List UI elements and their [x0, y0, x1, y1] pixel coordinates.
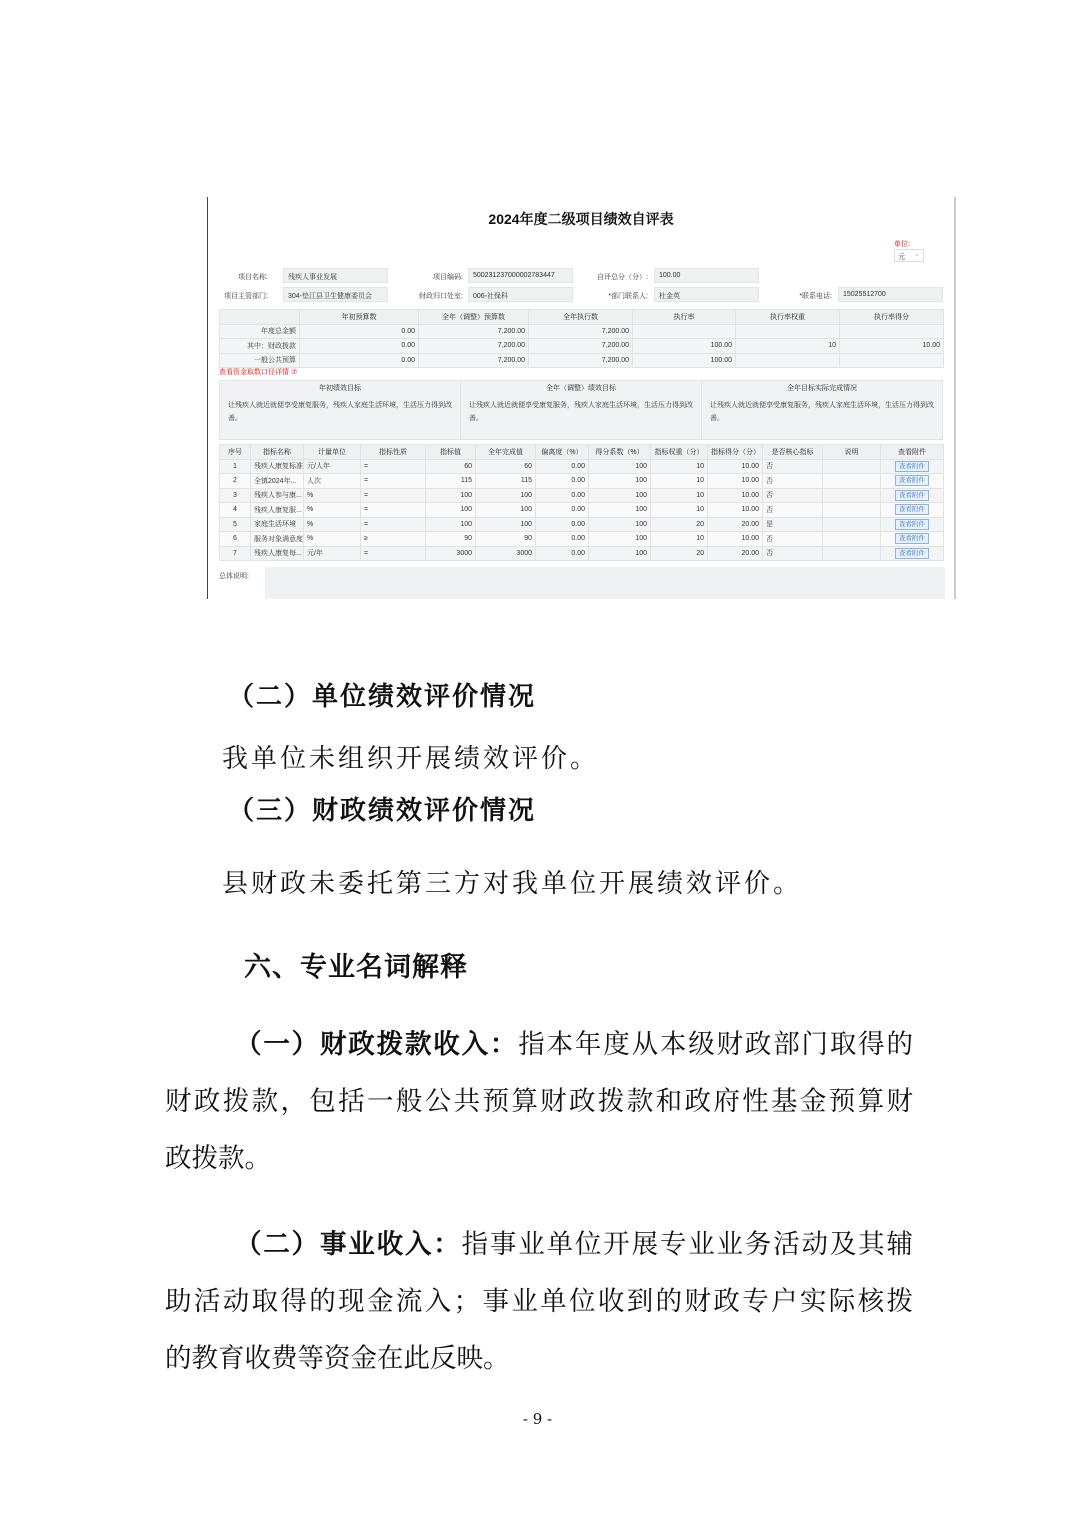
goal-column	[702, 381, 942, 439]
budget-header: 执行率	[633, 310, 736, 325]
project-code-label: 项目编码:	[433, 274, 463, 281]
indicator-cell: 100	[426, 517, 476, 532]
indicator-header: 指标得分（分）	[708, 445, 763, 460]
heading-terms: 六、专业名词解释	[244, 952, 468, 983]
project-name-field: 残疾人事业发展	[283, 268, 388, 283]
budget-cell	[736, 324, 840, 339]
indicator-cell: 人次	[304, 474, 361, 489]
view-attachment-button[interactable]: 查看附件	[895, 519, 929, 530]
view-attachment-button[interactable]: 查看附件	[895, 533, 929, 544]
indicator-cell: 6	[220, 532, 251, 547]
attachment-cell	[881, 503, 944, 518]
indicator-cell: 0.00	[536, 459, 589, 474]
indicator-cell: =	[361, 546, 426, 561]
indicator-cell: 否	[763, 474, 823, 489]
indicator-cell: 90	[426, 532, 476, 547]
indicator-cell: 90	[476, 532, 536, 547]
view-attachment-button[interactable]: 查看附件	[895, 548, 929, 559]
budget-cell	[840, 324, 944, 339]
embedded-form-screenshot	[207, 197, 956, 599]
indicator-header: 全年完成值	[476, 445, 536, 460]
contact-label: *部门联系人:	[608, 293, 648, 300]
indicator-cell: 残疾人参与康...	[251, 488, 304, 503]
indicator-table	[219, 444, 944, 561]
indicator-cell: 否	[763, 488, 823, 503]
budget-cell: 0.00	[300, 339, 419, 354]
budget-cell: 0.00	[300, 353, 419, 368]
indicator-cell: 115	[426, 474, 476, 489]
indicator-cell: 否	[763, 546, 823, 561]
indicator-header: 查看附件	[881, 445, 944, 460]
text-finance-evaluation: 县财政未委托第三方对我单位开展绩效评价。	[222, 869, 803, 899]
page-number: - 9 -	[522, 1410, 553, 1428]
term-text-line: 指事业单位开展专业业务活动及其辅	[461, 1229, 914, 1260]
indicator-cell: 否	[763, 532, 823, 547]
indicator-header: 指标值	[426, 445, 476, 460]
budget-cell: 7,200.00	[419, 324, 529, 339]
indicator-cell: 20.00	[708, 546, 763, 561]
view-attachment-button[interactable]: 查看附件	[895, 475, 929, 486]
term-text-line: 指本年度从本级财政部门取得的	[518, 1029, 914, 1060]
indicator-header: 指标权重（分）	[651, 445, 708, 460]
indicator-cell: 全镇2024年...	[251, 474, 304, 489]
indicator-row	[220, 488, 944, 503]
budget-cell: 0.00	[300, 324, 419, 339]
indicator-cell: 100	[589, 488, 651, 503]
goal-column	[461, 381, 702, 439]
indicator-cell: %	[304, 517, 361, 532]
budget-cell: 100.00	[633, 353, 736, 368]
indicator-cell: 0.00	[536, 503, 589, 518]
project-code-field: 500231237000002783447	[468, 268, 573, 283]
indicator-cell: 0.00	[536, 532, 589, 547]
indicator-cell: 残疾人康复服...	[251, 503, 304, 518]
phone-field: 15025512700	[838, 287, 943, 302]
indicator-cell: 20	[651, 546, 708, 561]
budget-cell	[736, 353, 840, 368]
indicator-cell: 100	[589, 517, 651, 532]
indicator-cell: 10.00	[708, 503, 763, 518]
budget-cell	[840, 353, 944, 368]
indicator-cell: 100	[476, 503, 536, 518]
term-text-line: 财政拨款，包括一般公共预算财政拨款和政府性基金预算财	[165, 1086, 913, 1117]
indicator-row	[220, 459, 944, 474]
budget-cell: 7,200.00	[529, 324, 633, 339]
budget-row-label: 其中：财政拨款	[220, 339, 300, 354]
indicator-cell: 3000	[426, 546, 476, 561]
indicator-cell: 10	[651, 488, 708, 503]
indicator-cell: 10	[651, 474, 708, 489]
term-title: （二）事业收入：	[235, 1229, 462, 1260]
indicator-cell: 3000	[476, 546, 536, 561]
budget-header: 全年执行数	[529, 310, 633, 325]
indicator-cell	[823, 488, 881, 503]
indicator-cell: 残疾人康复每...	[251, 546, 304, 561]
indicator-cell: 115	[476, 474, 536, 489]
indicator-cell: 家庭生活环境	[251, 517, 304, 532]
budget-header: 全年（调整）预算数	[419, 310, 529, 325]
indicator-cell: ≥	[361, 532, 426, 547]
indicator-row	[220, 503, 944, 518]
indicator-cell	[823, 474, 881, 489]
unit-label: 单位:	[894, 241, 910, 248]
indicator-cell	[823, 546, 881, 561]
budget-cell: 7,200.00	[529, 353, 633, 368]
indicator-cell: 60	[426, 459, 476, 474]
indicator-header: 是否核心指标	[763, 445, 823, 460]
term-paragraph-1	[165, 1016, 913, 1187]
indicator-cell: 100	[476, 488, 536, 503]
indicator-cell: 10	[651, 503, 708, 518]
view-attachment-button[interactable]: 查看附件	[895, 490, 929, 501]
indicator-cell: =	[361, 517, 426, 532]
indicator-cell: 0.00	[536, 474, 589, 489]
budget-cell: 10.00	[840, 339, 944, 354]
budget-header: 执行率得分	[840, 310, 944, 325]
office-label: 财政归口处室:	[419, 293, 463, 300]
attachment-cell	[881, 459, 944, 474]
goal-title: 年初绩效目标	[319, 385, 361, 392]
indicator-cell: 10	[651, 459, 708, 474]
unit-select[interactable]: 元 ⌄	[894, 249, 924, 262]
goal-text: 让残疾人就近就便享受康复服务，残疾人家庭生活环境，生活压力得到改善。	[710, 402, 934, 422]
heading-finance-evaluation: （三）财政绩效评价情况	[228, 796, 537, 826]
attachment-cell	[881, 532, 944, 547]
indicator-cell: 10.00	[708, 532, 763, 547]
budget-cell: 7,200.00	[419, 339, 529, 354]
indicator-cell: 60	[476, 459, 536, 474]
indicator-cell: =	[361, 488, 426, 503]
term-title: （一）财政拨款收入：	[235, 1029, 519, 1060]
goal-column	[220, 381, 461, 439]
indicator-cell: =	[361, 474, 426, 489]
indicator-cell: 1	[220, 459, 251, 474]
indicator-cell	[823, 503, 881, 518]
goal-title: 全年目标实际完成情况	[787, 385, 857, 392]
indicator-cell: 0.00	[536, 517, 589, 532]
indicator-cell: 2	[220, 474, 251, 489]
term-paragraph-2	[165, 1216, 913, 1387]
goal-title: 全年（调整）绩效目标	[546, 385, 616, 392]
score-label: 自评总分（分）:	[597, 274, 648, 281]
budget-table	[219, 309, 944, 368]
indicator-cell: 100	[426, 488, 476, 503]
indicator-cell: 7	[220, 546, 251, 561]
indicator-cell: %	[304, 503, 361, 518]
budget-cell: 7,200.00	[529, 339, 633, 354]
indicator-cell: 10.00	[708, 459, 763, 474]
indicator-cell: 100	[589, 459, 651, 474]
indicator-row	[220, 532, 944, 547]
indicator-cell: 0.00	[536, 488, 589, 503]
indicator-cell: 服务对象满意度	[251, 532, 304, 547]
indicator-cell: 残疾人康复标准	[251, 459, 304, 474]
indicator-cell: %	[304, 488, 361, 503]
attachment-cell	[881, 546, 944, 561]
overall-note-field[interactable]	[265, 567, 945, 599]
budget-header: 执行率权重	[736, 310, 840, 325]
indicator-header: 指标名称	[251, 445, 304, 460]
budget-row	[220, 339, 944, 354]
indicator-header: 指标性质	[361, 445, 426, 460]
budget-row-label: 年度总金额	[220, 324, 300, 339]
form-title: 2024年度二级项目绩效自评表	[488, 211, 674, 227]
office-field: 006-社保科	[468, 287, 573, 302]
view-attachment-button[interactable]: 查看附件	[895, 504, 929, 515]
indicator-cell: 100	[589, 532, 651, 547]
indicator-header: 说明	[823, 445, 881, 460]
fund-caliber-link[interactable]: 查看资金取数口径详情 ⑦	[219, 369, 298, 376]
dept-field: 304-垫江县卫生健康委员会	[283, 287, 388, 302]
budget-header	[220, 310, 300, 325]
budget-cell: 7,200.00	[419, 353, 529, 368]
indicator-row	[220, 546, 944, 561]
budget-cell: 100.00	[633, 339, 736, 354]
budget-row	[220, 353, 944, 368]
indicator-cell: 是	[763, 517, 823, 532]
performance-goals	[219, 380, 943, 440]
indicator-cell: 否	[763, 503, 823, 518]
indicator-cell: 100	[589, 474, 651, 489]
indicator-cell: 元/年	[304, 546, 361, 561]
attachment-cell	[881, 488, 944, 503]
indicator-cell: 0.00	[536, 546, 589, 561]
indicator-cell: 100	[589, 503, 651, 518]
contact-field: 杜金英	[654, 287, 759, 302]
phone-label: *联系电话:	[799, 293, 832, 300]
indicator-cell: 100	[476, 517, 536, 532]
budget-row	[220, 324, 944, 339]
text-unit-evaluation: 我单位未组织开展绩效评价。	[222, 744, 600, 774]
goal-text: 让残疾人就近就便享受康复服务，残疾人家庭生活环境，生活压力得到改善。	[469, 402, 693, 422]
indicator-row	[220, 517, 944, 532]
overall-note-label: 总体说明:	[219, 573, 249, 580]
view-attachment-button[interactable]: 查看附件	[895, 461, 929, 472]
indicator-cell: =	[361, 503, 426, 518]
indicator-cell: 否	[763, 459, 823, 474]
indicator-header: 计量单位	[304, 445, 361, 460]
indicator-cell: 10.00	[708, 488, 763, 503]
term-text-line: 助活动取得的现金流入；事业单位收到的财政专户实际核拨	[165, 1286, 913, 1317]
indicator-cell: 元/人年	[304, 459, 361, 474]
indicator-row	[220, 474, 944, 489]
indicator-cell: 4	[220, 503, 251, 518]
indicator-cell: %	[304, 532, 361, 547]
indicator-cell	[823, 532, 881, 547]
indicator-cell: 100	[426, 503, 476, 518]
indicator-cell: =	[361, 459, 426, 474]
indicator-header: 偏离度（%）	[536, 445, 589, 460]
indicator-cell: 10	[651, 532, 708, 547]
indicator-cell: 20	[651, 517, 708, 532]
indicator-cell: 100	[589, 546, 651, 561]
heading-unit-evaluation: （二）单位绩效评价情况	[228, 682, 537, 712]
budget-header: 年初预算数	[300, 310, 419, 325]
budget-cell: 10	[736, 339, 840, 354]
dept-label: 项目主管部门:	[224, 293, 268, 300]
score-field: 100.00	[654, 268, 759, 283]
indicator-cell	[823, 517, 881, 532]
budget-cell	[633, 324, 736, 339]
indicator-cell: 3	[220, 488, 251, 503]
indicator-cell	[823, 459, 881, 474]
indicator-cell: 10.00	[708, 474, 763, 489]
project-name-label: 项目名称:	[238, 274, 268, 281]
attachment-cell	[881, 517, 944, 532]
budget-row-label: 一般公共预算	[220, 353, 300, 368]
term-text-line: 政拨款。	[165, 1143, 271, 1174]
indicator-header: 得分系数（%）	[589, 445, 651, 460]
indicator-header: 序号	[220, 445, 251, 460]
goal-text: 让残疾人就近就便享受康复服务，残疾人家庭生活环境，生活压力得到改善。	[228, 402, 452, 422]
indicator-cell: 5	[220, 517, 251, 532]
indicator-cell: 20.00	[708, 517, 763, 532]
attachment-cell	[881, 474, 944, 489]
term-text-line: 的教育收费等资金在此反映。	[165, 1343, 510, 1374]
